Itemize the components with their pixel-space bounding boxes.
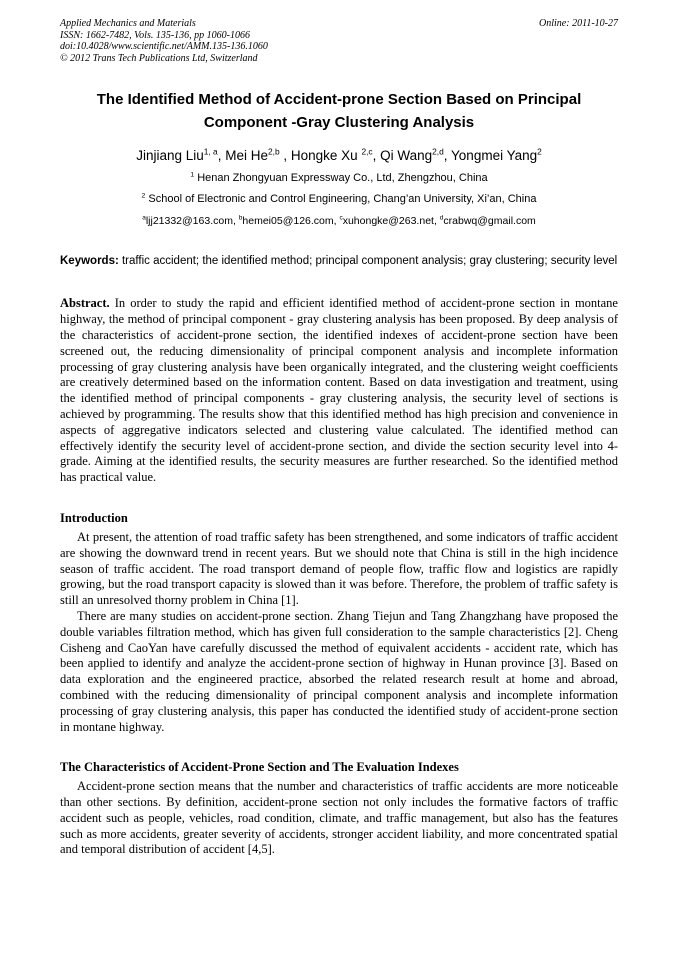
copyright-line: © 2012 Trans Tech Publications Ltd, Switzerland bbox=[60, 52, 258, 64]
email-sup: d bbox=[439, 214, 444, 222]
affiliation-sup: 2 bbox=[141, 192, 146, 200]
journal-header bbox=[60, 18, 618, 64]
author-name: Hongke Xu bbox=[290, 148, 362, 164]
author-affil-sup: 2 bbox=[537, 146, 542, 157]
email-text: crabwq@gmail.com bbox=[443, 215, 536, 228]
email-sup: c bbox=[339, 214, 343, 222]
keywords-text: traffic accident; the identified method; principal component analysis; gray clustering; security level bbox=[118, 255, 618, 268]
email-text: ljj21332@163.com, bbox=[145, 215, 239, 228]
affiliation-line bbox=[60, 171, 618, 185]
author-affil-sup: 2,d bbox=[432, 146, 444, 157]
paper-title: The Identified Method of Accident-prone Section Based on Principal Component -Gray Clustering Analysis bbox=[96, 91, 582, 132]
affiliation-text: School of Electronic and Control Engineering, Chang’an University, Xi’an, China bbox=[145, 193, 537, 206]
section-heading-characteristics: The Characteristics of Accident-Prone Section and The Evaluation Indexes bbox=[60, 760, 459, 775]
affiliation-line bbox=[60, 192, 618, 206]
abstract-text: In order to study the rapid and efficient identified method of accident-prone section in montane highway, the method of principal component - gray clustering analysis has been proposed. By deep analysis of the characteristics of accident-prone section, the identified indexes of accident-prone section have been screened out, the reducing dimensionality of principal component analysis and incomplete information processing of gray clustering analysis have been organically integrated, and the clustering weight coefficients are creatively determined based on the information content. Based on data investigation and treatment, using the identified method of principal components - gray clustering analysis, the security level of sections is achieved by programming. The results show that this identified method has high precision and convenience in aspects of aggregative indicators selected and clustering value calculated. The identified method can effectively identify the security level of accident-prone section, and divide the section security level into 4-grade. Aiming at the identified results, the security measures are further researched. So the identified method has practical value. bbox=[60, 296, 618, 485]
email-sup: b bbox=[238, 214, 243, 222]
author-name: Mei He bbox=[225, 148, 268, 164]
keywords-line bbox=[60, 254, 618, 269]
author-name: Yongmei Yang bbox=[451, 148, 538, 164]
author-affil-sup: 2,c bbox=[361, 146, 373, 157]
journal-name: Applied Mechanics and Materials bbox=[60, 18, 196, 29]
emails-line bbox=[60, 215, 618, 228]
section-heading-introduction: Introduction bbox=[60, 510, 128, 525]
abstract-label: Abstract. bbox=[60, 296, 110, 311]
authors-line bbox=[60, 147, 618, 164]
paragraph: Accident-prone section means that the number and characteristics of traffic accidents are more noticeable than other sections. By definition, accident-prone section not only includes the formative factors of traffic accident such as people, vehicles, road condition, climate, and traffic management, but also has the features such as more accidents, greater severity of accidents, stronger accident liability, and more concentrated spatial and temporal distribution of accident [4,5]. bbox=[60, 779, 618, 857]
author-affil-sup: 1, a bbox=[203, 146, 218, 157]
affiliation-sup: 1 bbox=[190, 171, 195, 179]
email-sup: a bbox=[142, 214, 146, 222]
paragraph: At present, the attention of road traffic safety has been strengthened, and some indicators of traffic accident are showing the downward trend in recent years. But we should note that China is still in the high incidence season of traffic accident. The road transport demand of people flow, traffic flow and logistics are rapidly growing, but the road transport capacity is slowed than it was before. Therefore, the problem of traffic safety is still an unresolved thorny problem in China [1]. bbox=[60, 529, 618, 608]
abstract-paragraph bbox=[60, 296, 618, 486]
keywords-label: Keywords: bbox=[60, 255, 119, 268]
email-text: hemei05@126.com, bbox=[242, 215, 340, 228]
online-date: Online: 2011-10-27 bbox=[539, 18, 618, 29]
author-separator: , bbox=[217, 148, 226, 164]
author-separator: , bbox=[279, 148, 291, 164]
author-name: Jinjiang Liu bbox=[136, 148, 204, 164]
journal-header-left bbox=[60, 18, 268, 64]
author-separator: , bbox=[372, 148, 381, 164]
affiliation-text: Henan Zhongyuan Expressway Co., Ltd, Zhengzhou, China bbox=[194, 172, 488, 185]
email-text: xuhongke@263.net, bbox=[342, 215, 440, 228]
doi-line: doi:10.4028/www.scientific.net/AMM.135-136.1060 bbox=[60, 41, 268, 53]
author-separator: , bbox=[443, 148, 452, 164]
issn-line: ISSN: 1662-7482, Vols. 135-136, pp 1060-1066 bbox=[60, 29, 250, 41]
author-affil-sup: 2,b bbox=[268, 146, 280, 157]
paragraph: There are many studies on accident-prone section. Zhang Tiejun and Tang Zhangzhang have proposed the double variables filtration method, which has given full consideration to the sample characteristics [2]. Cheng Cisheng and CaoYan have carefully discussed the method of equivalent accidents - accident rate, which has been applied to identify and analyze the accident-prone section of highway in Hunan province [3]. Based on data exploration and the engineered practice, absorbed the related research result at home and abroad, combined with the reducing dimensionality of principal component analysis and incomplete information processing of gray clustering analysis, this paper has conducted the identified study of accident-prone section in montane highway. bbox=[60, 608, 618, 734]
author-name: Qi Wang bbox=[380, 148, 433, 164]
